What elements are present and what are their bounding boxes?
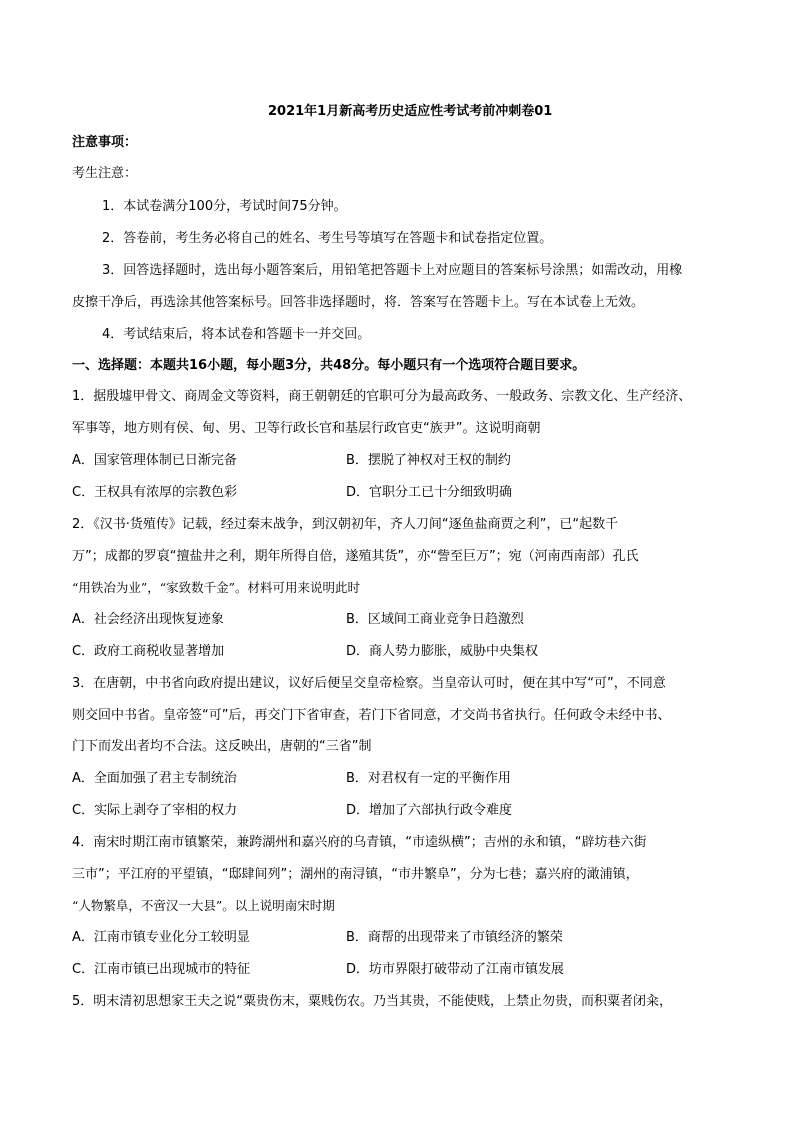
section-heading: 一、选择题：本题共16小题，每小题3分，共48分。每小题只有一个选项符合题目要求。 bbox=[72, 358, 586, 373]
question-1-line: 军事等，地方则有侯、甸、男、卫等行政长官和基层行政官吏“族尹”。这说明商朝 bbox=[72, 421, 541, 436]
question-3-option-d: D．增加了六部执行政令难度 bbox=[346, 803, 513, 818]
question-5-line: 5．明末清初思想家王夫之说“粟贵伤末，粟贱伤农。乃当其贵，不能使贱，上禁止勿贵，而积粟者闭籴， bbox=[72, 994, 673, 1009]
question-2-line: 2．《汉书·货殖传》记载，经过秦末战争，到汉朝初年，齐人刀间“逐鱼盐商贾之利”，已“起数千 bbox=[72, 517, 619, 532]
question-4-option-b: B．商帮的出现带来了市镇经济的繁荣 bbox=[346, 930, 563, 945]
question-4-option-c: C．江南市镇已出现城市的特征 bbox=[72, 962, 251, 977]
question-2-line: “用铁冶为业”，“家致数千金”。材料可用来说明此时 bbox=[72, 580, 361, 595]
notice-item: 1．本试卷满分100分，考试时间75分钟。 bbox=[102, 199, 347, 214]
question-4-line: “人物繁阜，不啻汉一大县”。以上说明南宋时期 bbox=[72, 898, 335, 913]
question-3-option-a: A．全面加强了君主专制统治 bbox=[72, 771, 237, 786]
question-3-line: 门下而发出者均不合法。这反映出，唐朝的“三省”制 bbox=[72, 739, 372, 754]
question-4-option-a: A．江南市镇专业化分工较明显 bbox=[72, 930, 250, 945]
question-3-line: 则交回中书省。皇帝签“可”后，再交门下省审查，若门下省同意，才交尚书省执行。任何政令未经中书、 bbox=[72, 708, 671, 723]
question-2-option-d: D．商人势力膨胀，威胁中央集权 bbox=[346, 644, 539, 659]
question-2-option-c: C．政府工商税收显著增加 bbox=[72, 644, 225, 659]
question-4-option-d: D．坊市界限打破带动了江南市镇发展 bbox=[346, 962, 565, 977]
notice-heading: 注意事项： bbox=[72, 135, 138, 150]
notice-item: 4．考试结束后，将本试卷和答题卡一并交回。 bbox=[102, 327, 371, 342]
question-3-line: 3．在唐朝，中书省向政府提出建议，议好后便呈交皇帝检察。当皇帝认可时，便在其中写“可”，不同意 bbox=[72, 676, 666, 691]
question-4-line: 4．南宋时期江南市镇繁荣，兼跨湖州和嘉兴府的乌青镇，“市逵纵横”；吉州的永和镇，“辟坊巷六街 bbox=[72, 835, 647, 850]
page-title: 2021年1月新高考历史适应性考试考前冲刺卷01 bbox=[268, 104, 553, 119]
question-2-line: 万”；成都的罗裒“擅盐井之利，期年所得自倍，遂殖其货”，亦“訾至巨万”；宛（河南西南部）孔氏 bbox=[72, 549, 639, 564]
question-2-option-b: B．区域间工商业竞争日趋激烈 bbox=[346, 612, 524, 627]
notice-item: 2．答卷前，考生务必将自己的姓名、考生号等填写在答题卡和试卷指定位置。 bbox=[102, 231, 553, 246]
question-2-option-a: A．社会经济出现恢复迹象 bbox=[72, 612, 224, 627]
notice-item-cont: 皮擦干净后，再选涂其他答案标号。回答非选择题时，将．答案写在答题卡上。写在本试卷上无效。 bbox=[72, 295, 645, 310]
question-1-option-b: B．摆脱了神权对王权的制约 bbox=[346, 453, 511, 468]
notice-sub: 考生注意： bbox=[72, 166, 138, 181]
question-3-option-b: B．对君权有一定的平衡作用 bbox=[346, 771, 511, 786]
question-1-option-c: C．王权具有浓厚的宗教色彩 bbox=[72, 485, 238, 500]
question-1-option-d: D．官职分工已十分细致明确 bbox=[346, 485, 513, 500]
question-1-line: 1．据殷墟甲骨文、商周金文等资料，商王朝朝廷的官职可分为最高政务、一般政务、宗教文化、生产经济、 bbox=[72, 389, 692, 404]
question-4-line: 三市”；平江府的平望镇，“邸肆间列”；湖州的南浔镇，“市井繁阜”，分为七巷；嘉兴府的澉浦镇， bbox=[72, 867, 639, 882]
question-1-option-a: A．国家管理体制已日渐完备 bbox=[72, 453, 237, 468]
question-3-option-c: C．实际上剥夺了宰相的权力 bbox=[72, 803, 238, 818]
notice-item: 3．回答选择题时，选出每小题答案后，用铅笔把答题卡上对应题目的答案标号涂黑；如需改动，用橡 bbox=[102, 263, 683, 278]
